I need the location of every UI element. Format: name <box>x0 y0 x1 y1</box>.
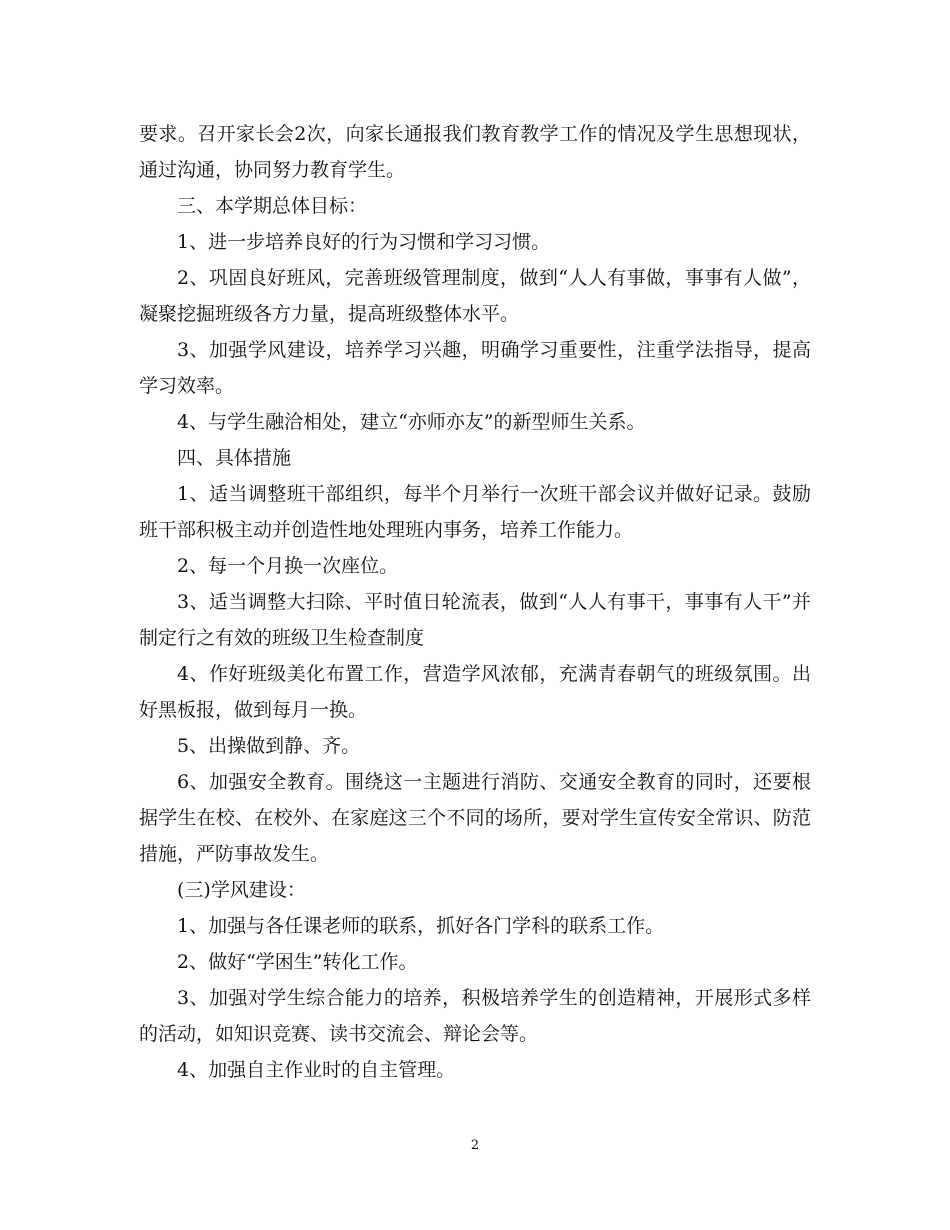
paragraph: 1、加强与各任课老师的联系，抓好各门学科的联系工作。 <box>177 915 665 937</box>
paragraph: 4、与学生融洽相处，建立“亦师亦友”的新型师生关系。 <box>177 411 646 433</box>
document-body <box>139 116 811 1088</box>
paragraph: 3、适当调整大扫除、平时值日轮流表，做到“人人有事干，事事有人干”并制定行之有效的班级卫生检查制度 <box>139 591 811 649</box>
section-heading: (三)学风建设： <box>177 879 306 901</box>
paragraph: 1、进一步培养良好的行为习惯和学习习惯。 <box>177 231 551 253</box>
paragraph: 2、做好“学困生”转化工作。 <box>177 951 418 973</box>
paragraph: 2、每一个月换一次座位。 <box>177 555 399 577</box>
paragraph: 3、加强对学生综合能力的培养，积极培养学生的创造精神，开展形式多样的活动，如知识竞赛、读书交流会、辩论会等。 <box>139 987 811 1045</box>
paragraph: 5、出操做到静、齐。 <box>177 735 361 757</box>
section-heading: 四、具体措施 <box>177 447 292 469</box>
paragraph: 6、加强安全教育。围绕这一主题进行消防、交通安全教育的同时，还要根据学生在校、在校外、在家庭这三个不同的场所，要对学生宣传安全常识、防范措施，严防事故发生。 <box>139 771 811 865</box>
paragraph: 4、加强自主作业时的自主管理。 <box>177 1059 456 1081</box>
page-number: 2 <box>470 1138 480 1153</box>
paragraph: 4、作好班级美化布置工作，营造学风浓郁，充满青春朝气的班级氛围。出好黑板报，做到每月一换。 <box>139 663 811 721</box>
paragraph: 2、巩固良好班风，完善班级管理制度，做到“人人有事做，事事有人做”，凝聚挖掘班级各方力量，提高班级整体水平。 <box>139 267 811 325</box>
paragraph: 1、适当调整班干部组织，每半个月举行一次班干部会议并做好记录。鼓励班干部积极主动并创造性地处理班内事务，培养工作能力。 <box>139 483 811 541</box>
paragraph: 要求。召开家长会2次，向家长通报我们教育教学工作的情况及学生思想现状，通过沟通，协同努力教育学生。 <box>139 123 811 181</box>
paragraph: 3、加强学风建设，培养学习兴趣，明确学习重要性，注重学法指导，提高学习效率。 <box>139 339 811 397</box>
section-heading: 三、本学期总体目标： <box>177 195 368 217</box>
